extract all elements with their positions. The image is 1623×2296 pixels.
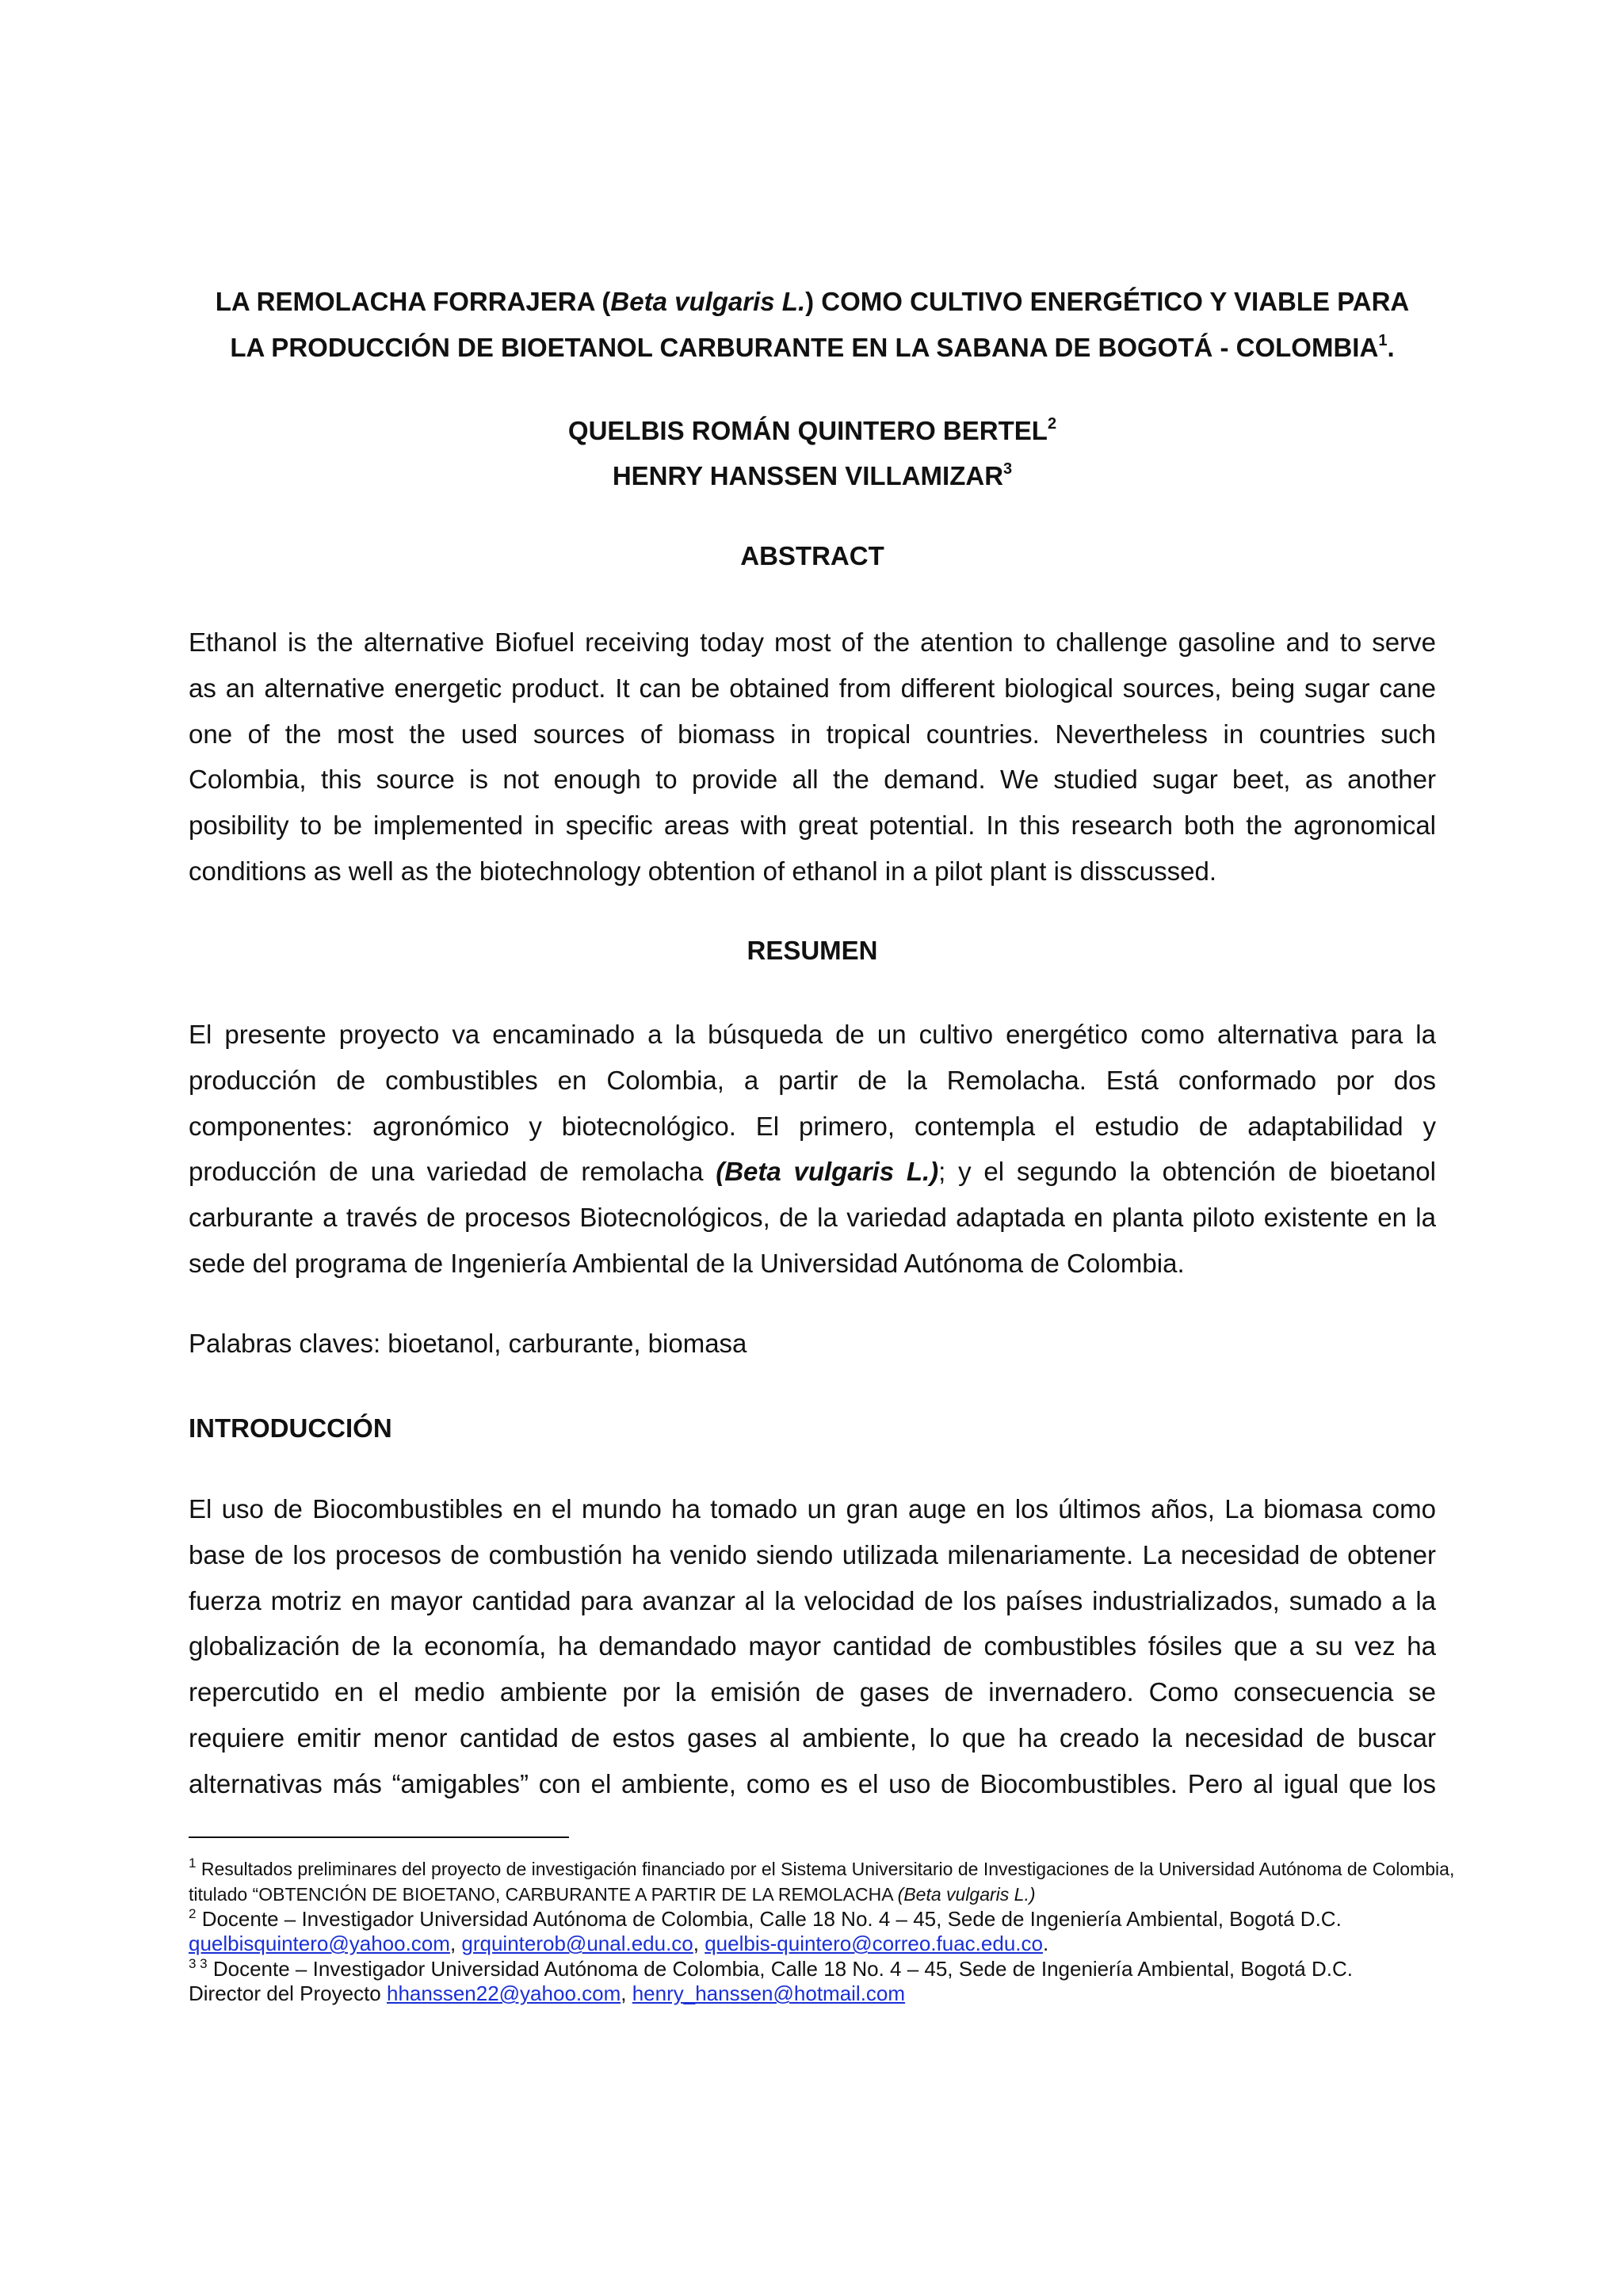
footnote-ref-1[interactable]: 1 [1378, 332, 1388, 349]
footnote-mark-3: 3 3 [189, 1956, 208, 1971]
email-link[interactable]: henry_hanssen@hotmail.com [632, 1981, 906, 2005]
footnote-ref-2[interactable]: 2 [1047, 415, 1057, 433]
intro-line: El uso de Biocombustibles en el mundo ha tomado un gran auge en los últimos años, La biomasa como [189, 1494, 1436, 1524]
intro-line: repercutido en el medio ambiente por la emisión de gases de invernadero. Como consecuencia se [189, 1677, 1436, 1707]
resumen-body [189, 1012, 1436, 1287]
email-link[interactable]: hhanssen22@yahoo.com [386, 1981, 621, 2005]
footnote-separator [189, 1836, 569, 1838]
footnote-3: $^{3 3}$ Docente – Investigador Universidad Autónoma de Colombia, Calle 18 No. 4 – 45, Sede de Ingeniería Ambiental, Bogotá D.C. Director del Proyecto hhanssen22@yahoo.com, henry_hanssen@hotmail.com [189, 1956, 1353, 2005]
abstract-line: Ethanol is the alternative Biofuel receiving today most of the atention to challenge gasoline and to serve [189, 627, 1436, 657]
footnote-ref-3[interactable]: 3 [1003, 460, 1013, 478]
resumen-line: producción de combustibles en Colombia, a partir de la Remolacha. Está conformado por dos [189, 1065, 1436, 1095]
intro-line: alternativas más “amigables” con el ambiente, como es el uso de Biocombustibles. Pero al igual que los [189, 1768, 1436, 1798]
email-link[interactable]: grquinterob@unal.edu.co [461, 1932, 693, 1955]
title-species: Beta vulgaris L. [610, 287, 806, 316]
abstract-line: conditions as well as the biotechnology obtention of ethanol in a pilot plant is disscussed. [189, 856, 1216, 886]
abstract-line: as an alternative energetic product. It can be obtained from different biological sources, being sugar cane [189, 673, 1436, 703]
resumen-line: producción de una variedad de remolacha (Beta vulgaris L.); y el segundo la obtención de bioetanol [189, 1157, 1436, 1187]
resumen-line: componentes: agronómico y biotecnológico. El primero, contempla el estudio de adaptabilidad y [189, 1111, 1436, 1141]
email-link[interactable]: quelbisquintero@yahoo.com [189, 1932, 450, 1955]
footnote-2: $^2$ Docente – Investigador Universidad Autónoma de Colombia, Calle 18 No. 4 – 45, Sede de Ingeniería Ambiental, Bogotá D.C. quelbisquintero@yahoo.com, grquinterob@unal.edu.co, quelbis-quintero@correo.fuac.edu.co. [189, 1906, 1342, 1955]
author-2: HENRY HANSSEN VILLAMIZAR$^3$ [612, 460, 1013, 490]
intro-line: globalización de la economía, ha demandado mayor cantidad de combustibles fósiles que a su vez ha [189, 1631, 1436, 1661]
title-line-1: LA REMOLACHA FORRAJERA (Beta vulgaris L.) COMO CULTIVO ENERGÉTICO Y VIABLE PARA [215, 287, 1410, 316]
abstract-line: one of the most the used sources of biomass in tropical countries. Nevertheless in countries such [189, 719, 1436, 749]
resumen-heading: RESUMEN [747, 936, 878, 965]
abstract-heading: ABSTRACT [740, 541, 884, 570]
author-1: QUELBIS ROMÁN QUINTERO BERTEL$^2$ [567, 415, 1057, 445]
footnote-1: $^1$ Resultados preliminares del proyecto de investigación financiado por el Sistema Universitario de Investigaciones de la Universidad Autónoma de Colombia, titulado “OBTENCIÓN DE BIOETANO, CARBURANTE A PARTIR DE LA REMOLACHA (Beta vulgaris L.) [189, 1855, 1455, 1905]
abstract-body [189, 620, 1436, 894]
resumen-line: carburante a través de procesos Biotecnológicos, de la variedad adaptada en planta piloto existente en la [189, 1203, 1436, 1233]
intro-line: fuerza motriz en mayor cantidad para avanzar al la velocidad de los países industrializados, sumado a la [189, 1585, 1436, 1615]
intro-line: requiere emitir menor cantidad de estos gases al ambiente, lo que ha creado la necesidad de buscar [189, 1722, 1436, 1753]
abstract-line: Colombia, this source is not enough to provide all the demand. We studied sugar beet, as another [189, 765, 1436, 795]
footnote-mark-1: 1 [189, 1855, 197, 1871]
abstract-line: posibility to be implemented in specific areas with great potential. In this research both the agronomical [189, 810, 1436, 841]
introduccion-heading: INTRODUCCIÓN [189, 1413, 392, 1443]
paper-title [182, 279, 1442, 371]
footnote-mark-2: 2 [189, 1906, 197, 1921]
resumen-line: sede del programa de Ingeniería Ambiental de la Universidad Autónoma de Colombia. [189, 1248, 1185, 1278]
resumen-species: (Beta vulgaris L.) [716, 1157, 939, 1187]
introduccion-body [189, 1486, 1436, 1807]
resumen-line: El presente proyecto va encaminado a la búsqueda de un cultivo energético como alternativa para la [189, 1020, 1436, 1049]
author-list [182, 408, 1442, 498]
intro-line: base de los procesos de combustión ha venido siendo utilizada milenariamente. La necesidad de obtener [189, 1539, 1436, 1569]
title-line-2: LA PRODUCCIÓN DE BIOETANOL CARBURANTE EN LA SABANA DE BOGOTÁ - COLOMBIA$^1$. [230, 332, 1395, 362]
email-link[interactable]: quelbis-quintero@correo.fuac.edu.co [705, 1932, 1043, 1955]
keywords: Palabras claves: bioetanol, carburante, biomasa [189, 1329, 747, 1358]
